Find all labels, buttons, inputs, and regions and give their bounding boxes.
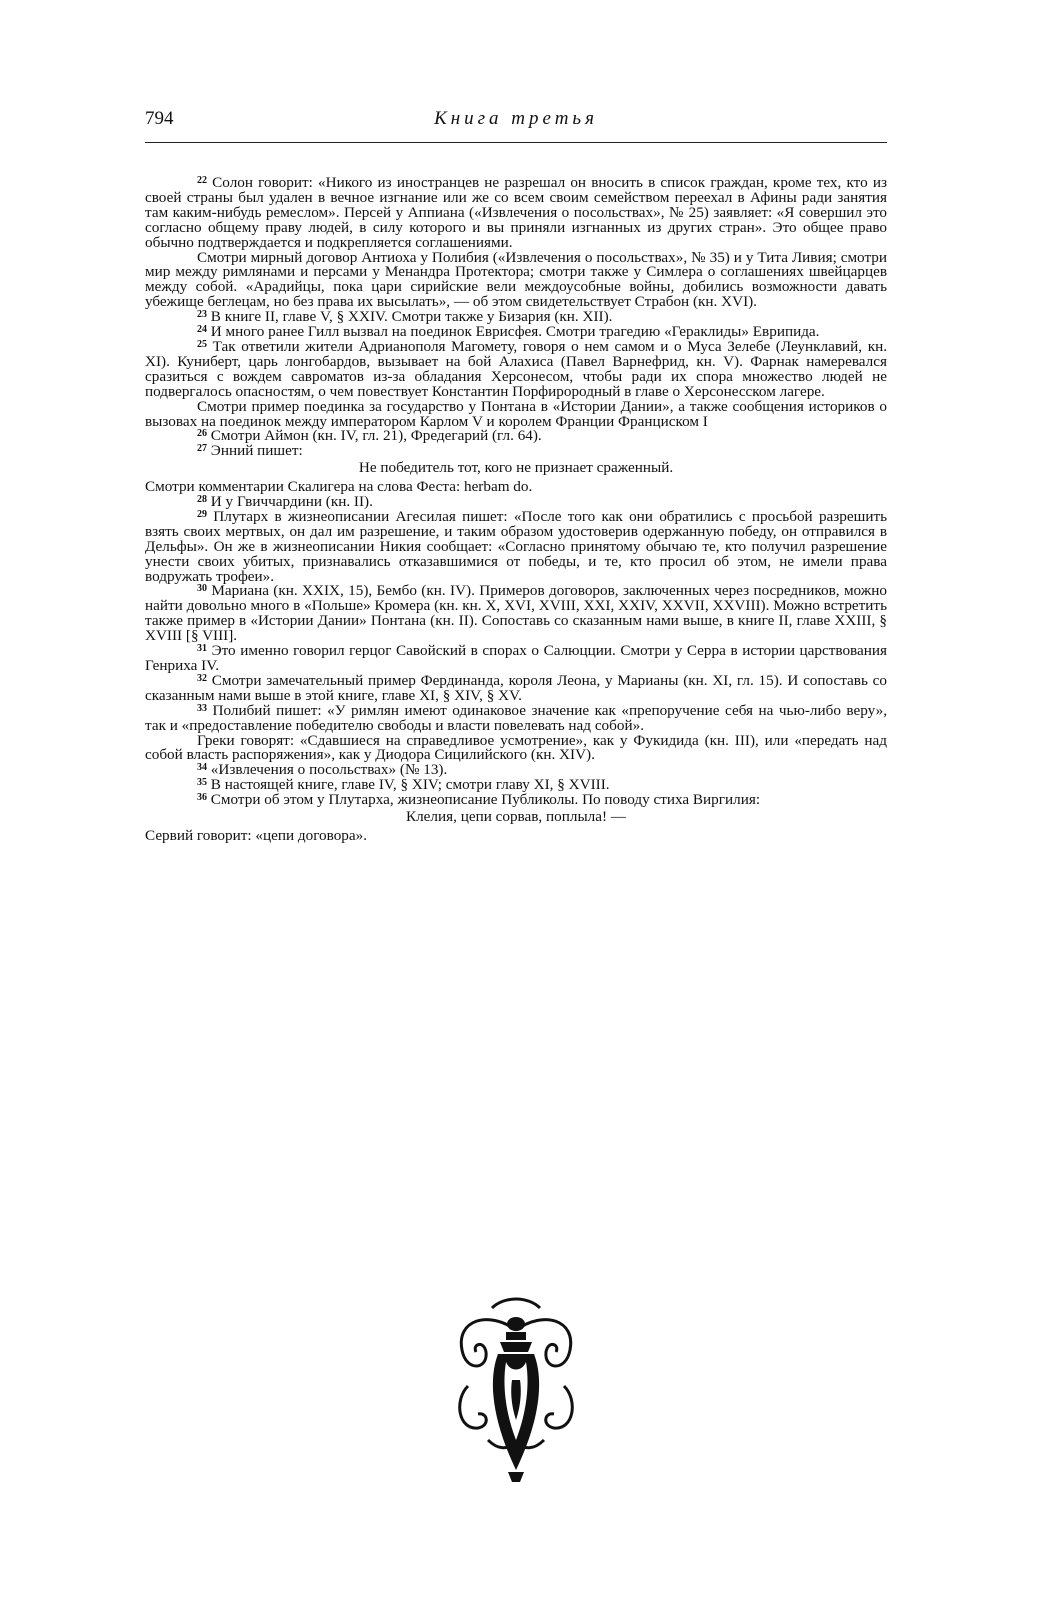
note-number: 26 (197, 428, 207, 440)
note-number: 31 (197, 643, 207, 655)
note-number: 29 (197, 508, 207, 520)
endnote-paragraph (145, 397, 887, 430)
endnote-33 (145, 701, 888, 734)
note-text: Смотри мирный договор Антиоха у Полибия («Извлечения о посольствах», № 35) и у Тита Ливия; смотри мир между римлянами и персами у Менандра Протектора; смотри также у Симлера о соглашениях швейцарцев между собой. «Арадийцы, пока цари сирийские вели междоусобные войны, добились возможности давать убежище беглецам, но без права их высылать», — об этом свидетельствует Страбон (кн. XVI). (145, 248, 887, 311)
note-text: Клелия, цепи сорвав, поплыла! — (405, 808, 627, 826)
running-title: Книга третья (434, 108, 598, 129)
note-text: Греки говорят: «Сдавшиеся на справедливое усмотрение», как у Фукидида (кн. III), или «передать над собой власть распоряжения», как у Диодора Сицилийского (кн. XIV). (145, 731, 887, 764)
note-text: И много ранее Гилл вызвал на поединок Еврисфея. Смотри трагедию «Гераклиды» Еврипида. (210, 323, 820, 341)
note-text: Смотри пример поединка за государство у Понтана в «Истории Дании», а также сообщения историков о вызовах на поединок между императором Карлом V и королем Франции Франциском I (145, 397, 887, 430)
endnote-36 (145, 793, 887, 808)
note-number: 35 (197, 777, 207, 789)
note-text: Мариана (кн. XXIX, 15), Бембо (кн. IV). Примеров договоров, заключенных через посредников, можно найти довольно много в «Польше» Кромера (кн. кн. X, XVI, XVIII, XXI, XXIV, XXVII, XXVIII). Можно встретить также пример в «Истории Дании» Понтана (кн. II). Сопоставь со сказанным нами выше, в книге II, главе XXIII, § XVIII [§ VIII]. (145, 582, 887, 645)
note-text: Смотри Аймон (кн. IV, гл. 21), Фредегарий (гл. 64). (210, 427, 542, 445)
note-text: Смотри замечательный пример Фердинанда, короля Леона, у Марианы (кн. XI, гл. 15). И сопоставь со сказанным нами выше в этой книге, главе XI, § XIV, § XV. (145, 671, 887, 704)
endnote-paragraph (145, 826, 887, 844)
vase-tailpiece-icon (448, 1290, 584, 1485)
endnote-29 (145, 507, 888, 585)
note-text: Смотри комментарии Скалигера на слова Феста: herbam do. (145, 478, 533, 496)
endnote-30 (145, 584, 887, 644)
note-text: «Извлечения о посольствах» (№ 13). (210, 761, 448, 779)
endnote-paragraph (145, 731, 887, 764)
note-number: 33 (197, 702, 207, 714)
note-text: В настоящей книге, главе IV, § XIV; смотри главу XI, § XVIII. (210, 776, 610, 794)
note-number: 23 (197, 309, 207, 321)
note-text: Так ответили жители Адрианополя Магомету, говоря о нем самом и о Муса Зелебе (Леунклавий, кн. XI). Куниберт, царь лонгобардов, вызывает на бой Алахиса (Павел Варнефрид, кн. V). Фарнак намеревался сразиться с вождем савроматов из-за обладания Херсонесом, чтобы ради их спора множество людей не подвергалось опасностям, о чем повествует Константин Порфирородный в главе о Херсонесском лагере. (145, 337, 887, 400)
endnote-25 (145, 337, 887, 400)
note-number: 28 (197, 494, 207, 506)
endnote-22 (145, 176, 887, 251)
page-number: 794 (145, 108, 174, 129)
note-text: Смотри об этом у Плутарха, жизнеописание Публиколы. По поводу стиха Виргилия: (210, 791, 761, 809)
note-number: 25 (197, 338, 207, 350)
note-number: 22 (197, 175, 207, 186)
endnote-27 (145, 444, 887, 459)
endnote-paragraph (145, 461, 887, 476)
note-text: Плутарх в жизнеописании Агесилая пишет: «После того как они обратились с просьбой разрешить взять своих мертвых, он дал им разрешение, и таким образом удостоверив одержанную победу, он отправился в Дельфы». Он же в жизнеописании Никия сообщает: «Согласно принятому обычаю те, кто получил разрешение унести своих убитых, признавались отказавшимися от победы, и те, кто просил об этом, не имели права водружать трофеи». (145, 507, 888, 585)
note-number: 30 (197, 583, 207, 595)
note-text: Энний пишет: (210, 442, 303, 460)
note-text: Это именно говорил герцог Савойский в спорах о Салюцции. Смотри у Серра в истории царствования Генриха IV. (145, 642, 887, 674)
header-rule (145, 142, 887, 143)
note-number: 24 (197, 324, 207, 336)
note-number: 34 (197, 762, 207, 774)
endnote-31 (145, 644, 887, 674)
endnote-paragraph (145, 248, 887, 311)
note-text: Солон говорит: «Никого из иностранцев не разрешал он вносить в список граждан, кроме тех, кто из своей страны был удален в вечное изгнание или же со всем своим семейством переехал в Афины ради занятия там каким-нибудь ремеслом». Персей у Аппиана («Извлечения о посольствах», № 25) заявляет: «Я совершил это согласно общему праву людей, в силу которого и вы приняли изгнанных из других стран». Это общее право обычно подтверждается и подкрепляется соглашениями. (145, 174, 887, 251)
note-text: И у Гвиччардини (кн. II). (210, 493, 373, 511)
note-text: Полибий пишет: «У римлян имеют одинаковое значение как «препоручение себя на чью-либо веру», так и «предоставление победителю свободы и власти повелевать над собой». (145, 701, 888, 734)
note-number: 27 (197, 443, 207, 455)
page-header (145, 108, 887, 142)
note-number: 36 (197, 792, 207, 804)
endnotes-body (145, 176, 887, 844)
note-text: В книге II, главе V, § XXIV. Смотри также у Бизария (кн. XII). (210, 308, 613, 326)
note-text: Не победитель тот, кого не признает сраженный. (358, 459, 674, 477)
note-number: 32 (197, 672, 207, 684)
endnote-paragraph (145, 810, 887, 825)
note-text: Сервий говорит: «цепи договора». (145, 826, 368, 844)
endnote-32 (145, 671, 887, 704)
